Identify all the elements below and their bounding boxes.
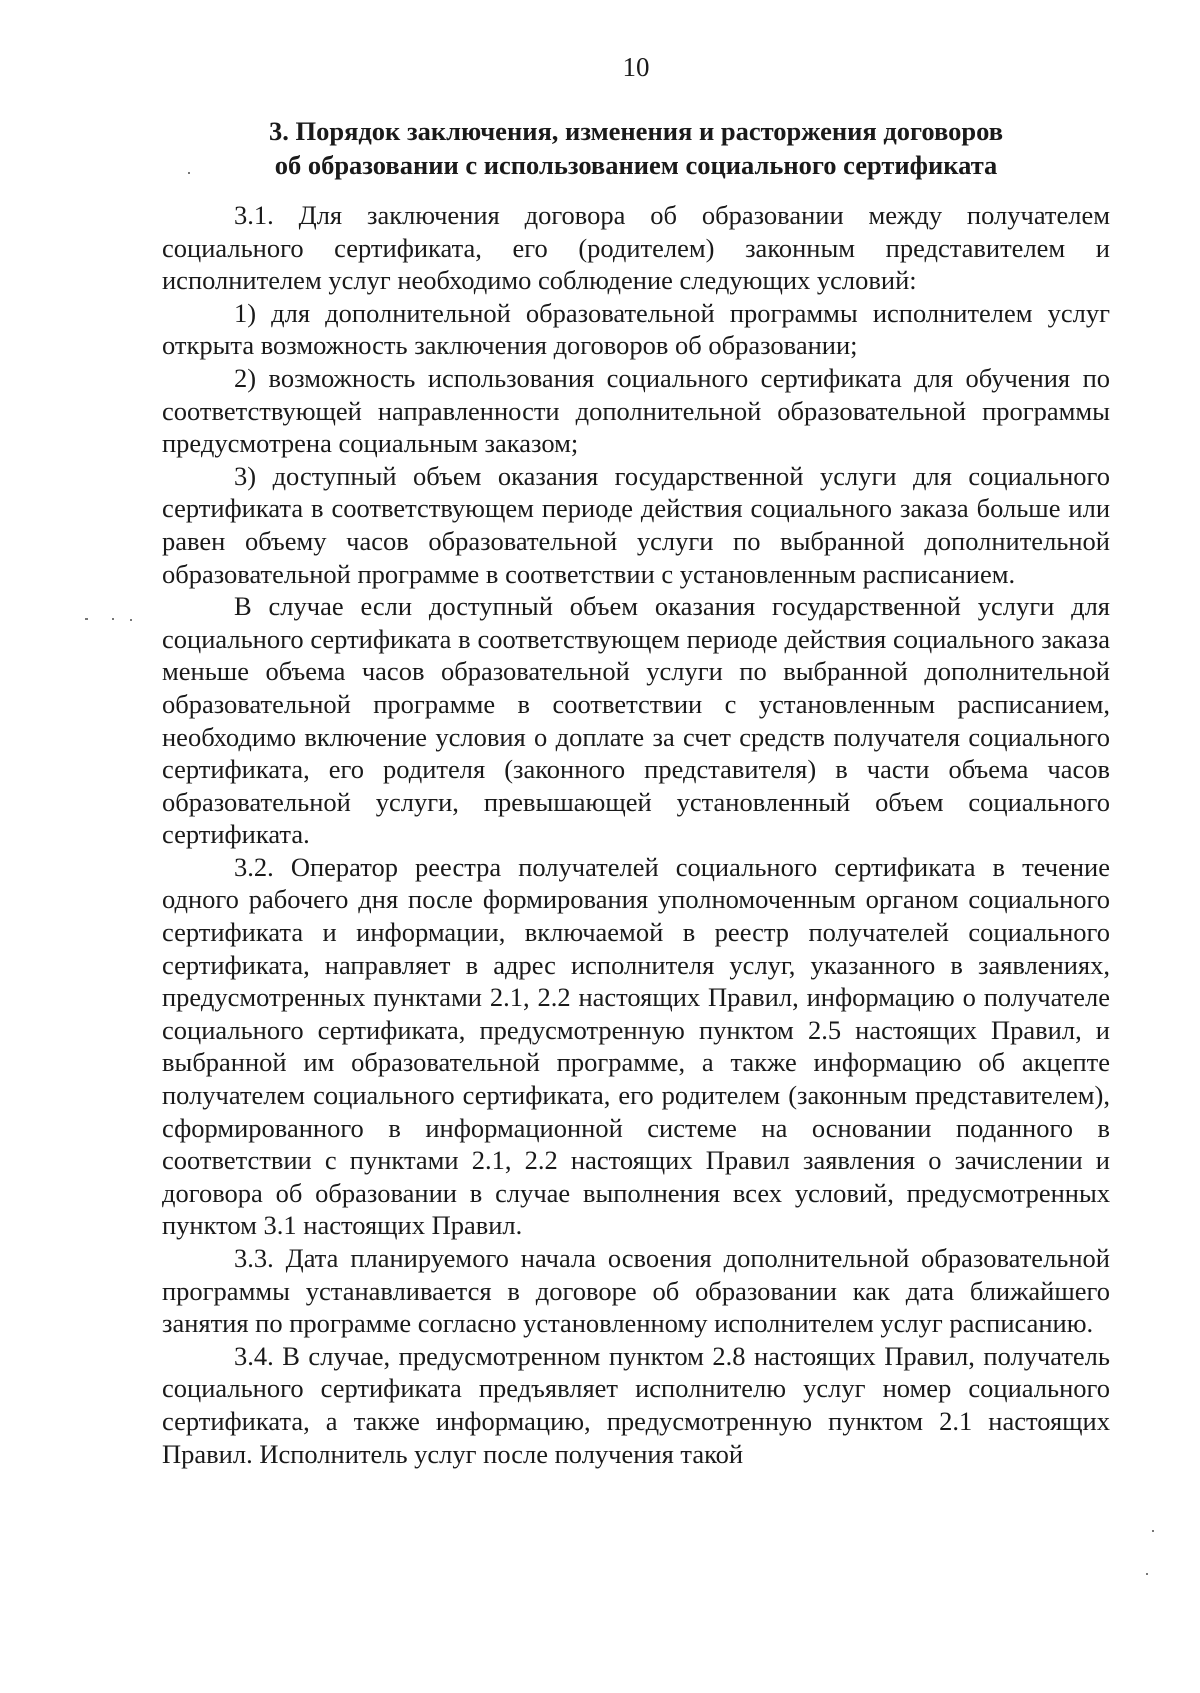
list-item-2: 2) возможность использования социального сертификата для обучения по соответствующей направленности дополнительной образовательной программы предусмотрена социальным заказом; (162, 362, 1110, 459)
scan-speck (1146, 1573, 1148, 1575)
list-item-3: 3) доступный объем оказания государственной услуги для социального сертификата в соответствующем периоде действия социального заказа больше или равен объему часов образовательной услуги по выбранной дополнительной образовательной программе в соответствии с установленным расписанием. (162, 460, 1110, 589)
scan-speck (188, 172, 190, 174)
list-item-1: 1) для дополнительной образовательной программы исполнителем услуг открыта возможность заключения договоров об образовании; (162, 297, 1110, 361)
section-heading-line-1: 3. Порядок заключения, изменения и расторжения договоров (268, 116, 1004, 146)
document-body (162, 199, 1110, 1470)
scan-speck (85, 618, 88, 620)
page-number: 10 (622, 52, 650, 82)
scan-speck (1152, 1530, 1154, 1532)
scan-speck (112, 618, 114, 620)
scan-speck (130, 619, 132, 621)
paragraph-3-3: 3.3. Дата планируемого начала освоения дополнительной образовательной программы устанавливается в договоре об образовании как дата ближайшего занятия по программе согласно установленному исполнителем услуг расписанию. (162, 1243, 1110, 1339)
paragraph-3-4: 3.4. В случае, предусмотренном пунктом 2.8 настоящих Правил, получатель социального сертификата предъявляет исполнителю услуг номер социального сертификата, а также информацию, предусмотренную пунктом 2.1 настоящих Правил. Исполнитель услуг после получения такой (162, 1340, 1110, 1469)
section-heading (162, 114, 1110, 182)
paragraph-surcharge: В случае если доступный объем оказания государственной услуги для социального сертификата в соответствующем периоде действия социального заказа меньше объема часов образовательной услуги по выбранной дополнительной образовательной программе в соответствии с установленным расписанием, необходимо включение условия о доплате за счет средств получателя социального сертификата, его родителя (законного представителя) в части объема часов образовательной услуги, превышающей установленный объем социального сертификата. (162, 591, 1110, 850)
section-heading-line-2: об образовании с использованием социального сертификата (274, 150, 998, 180)
paragraph-3-1: 3.1. Для заключения договора об образовании между получателем социального сертификата, его (родителем) законным представителем и исполнителем услуг необходимо соблюдение следующих условий: (162, 200, 1110, 296)
paragraph-3-2: 3.2. Оператор реестра получателей социального сертификата в течение одного рабочего дня после формирования уполномоченным органом социального сертификата и информации, включаемой в реестр получателей социального сертификата, направляет в адрес исполнителя услуг, указанного в заявлениях, предусмотренных пунктами 2.1, 2.2 настоящих Правил, информацию о получателе социального сертификата, предусмотренную пунктом 2.5 настоящих Правил, и выбранной им образовательной программе, а также информацию об акцепте получателем социального сертификата, его родителем (законным представителем), сформированного в информационной системе на основании поданного в соответствии с пунктами 2.1, 2.2 настоящих Правил заявления о зачислении и договора об образовании в случае выполнения всех условий, предусмотренных пунктом 3.1 настоящих Правил. (162, 851, 1110, 1241)
